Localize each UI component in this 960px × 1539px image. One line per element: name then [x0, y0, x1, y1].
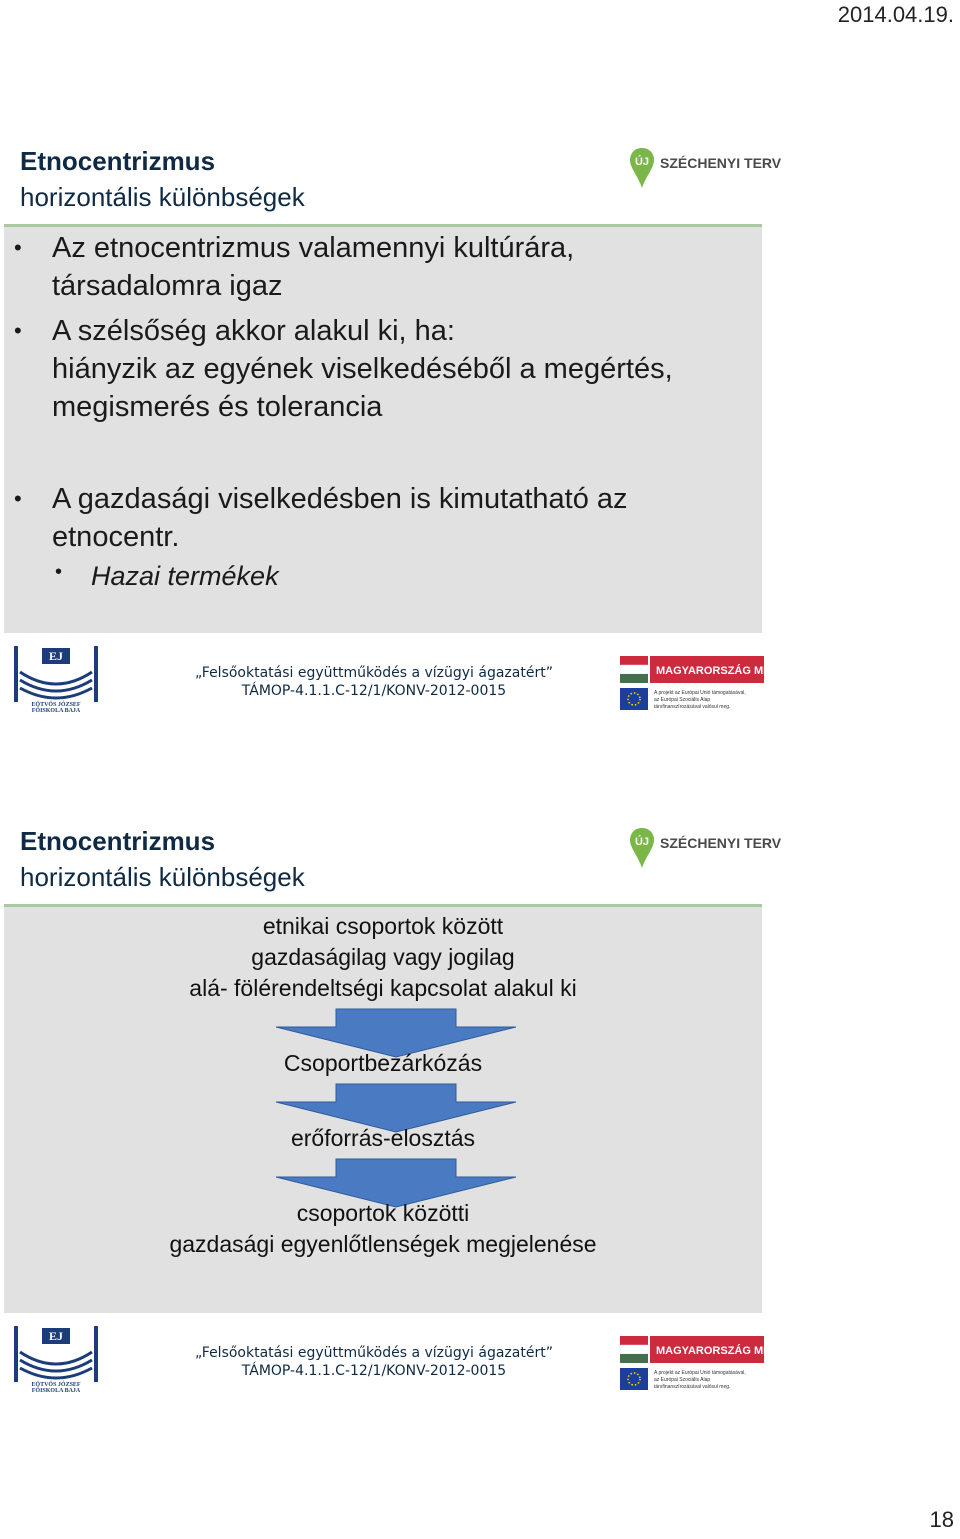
svg-text:EÖTVÖS JÓZSEF: EÖTVÖS JÓZSEF	[31, 1382, 81, 1388]
svg-text:EÖTVÖS JÓZSEF: EÖTVÖS JÓZSEF	[31, 702, 81, 708]
footer-project-text: „Felsőoktatási együttműködés a vízügyi ágazatért” TÁMOP-4.1.1.C-12/1/KONV-2012-0015	[195, 1345, 553, 1379]
svg-text:EJ: EJ	[48, 649, 64, 663]
bullet-item: • A gazdasági viselkedésben is kimutatható az etnocentr.	[52, 480, 628, 556]
bullet-dot-icon: •	[14, 235, 22, 260]
eotvos-jozsef-foiskola-logo	[12, 1322, 100, 1392]
magyarorszag-megujul-logo	[620, 1334, 808, 1394]
slide-subtitle: horizontális különbségek	[20, 182, 305, 212]
svg-text:SZÉCHENYI TERV: SZÉCHENYI TERV	[660, 155, 782, 171]
szechenyi-terv-logo	[628, 146, 782, 190]
svg-text:FŐISKOLA BAJA: FŐISKOLA BAJA	[31, 1388, 81, 1394]
header-date: 2014.04.19.	[837, 2, 954, 27]
page-number: 18	[929, 1507, 954, 1532]
svg-text:FŐISKOLA BAJA: FŐISKOLA BAJA	[31, 708, 81, 714]
slide-footer	[4, 634, 808, 724]
svg-text:ÚJ: ÚJ	[634, 836, 650, 848]
magyarorszag-megujul-logo	[620, 654, 808, 714]
svg-text:társfinanszírozásával valósul: társfinanszírozásával valósul meg.	[654, 704, 731, 710]
bullet-item: • Az etnocentrizmus valamennyi kultúrára, társadalomra igaz	[52, 229, 574, 305]
eotvos-jozsef-foiskola-logo	[12, 642, 100, 712]
slide-title: Etnocentrizmus	[20, 146, 216, 176]
svg-text:MAGYARORSZÁG MEGÚJUL: MAGYARORSZÁG MEGÚJUL	[656, 1345, 808, 1357]
slide-1	[4, 86, 808, 798]
flow-box-bottom: csoportok közötti gazdasági egyenlőtlenségek megjelenése	[169, 1200, 597, 1257]
slide-subtitle: horizontális különbségek	[20, 862, 305, 892]
svg-text:A projekt az Európai Unió támo: A projekt az Európai Unió támogatásával,	[654, 1370, 746, 1376]
slide-title: Etnocentrizmus	[20, 826, 216, 856]
svg-text:MAGYARORSZÁG MEGÚJUL: MAGYARORSZÁG MEGÚJUL	[656, 665, 808, 677]
svg-text:SZÉCHENYI TERV: SZÉCHENYI TERV	[660, 835, 782, 851]
slide-footer	[4, 1314, 808, 1404]
slide-2	[4, 766, 808, 1478]
bullet-dot-icon: •	[14, 486, 22, 511]
flow-box-top: etnikai csoportok között gazdaságilag vagy jogilag alá- fölérendeltségi kapcsolat alakul ki	[189, 913, 577, 1001]
bullet-item: • A szélsőség akkor alakul ki, ha: hiányzik az egyének viselkedéséből a megértés, megismerés és tolerancia	[52, 312, 673, 426]
sub-bullet-item: • Hazai termékek	[55, 561, 279, 591]
szechenyi-terv-logo	[628, 826, 782, 870]
svg-text:társfinanszírozásával valósul: társfinanszírozásával valósul meg.	[654, 1384, 731, 1390]
svg-text:A projekt az Európai Unió támo: A projekt az Európai Unió támogatásával,	[654, 690, 746, 696]
svg-text:az Európai Szociális Alap: az Európai Szociális Alap	[654, 697, 711, 703]
bullet-dot-icon: •	[55, 561, 63, 583]
flow-step-eroforras-elosztas: erőforrás-elosztás	[290, 1125, 476, 1151]
svg-text:ÚJ: ÚJ	[634, 156, 650, 168]
footer-project-text: „Felsőoktatási együttműködés a vízügyi ágazatért” TÁMOP-4.1.1.C-12/1/KONV-2012-0015	[195, 665, 553, 699]
svg-text:az Európai Szociális Alap: az Európai Szociális Alap	[654, 1377, 711, 1383]
bullet-dot-icon: •	[14, 318, 22, 343]
svg-text:EJ: EJ	[48, 1329, 64, 1343]
flow-step-csoportbezarkozas: Csoportbezárkózás	[283, 1050, 483, 1076]
